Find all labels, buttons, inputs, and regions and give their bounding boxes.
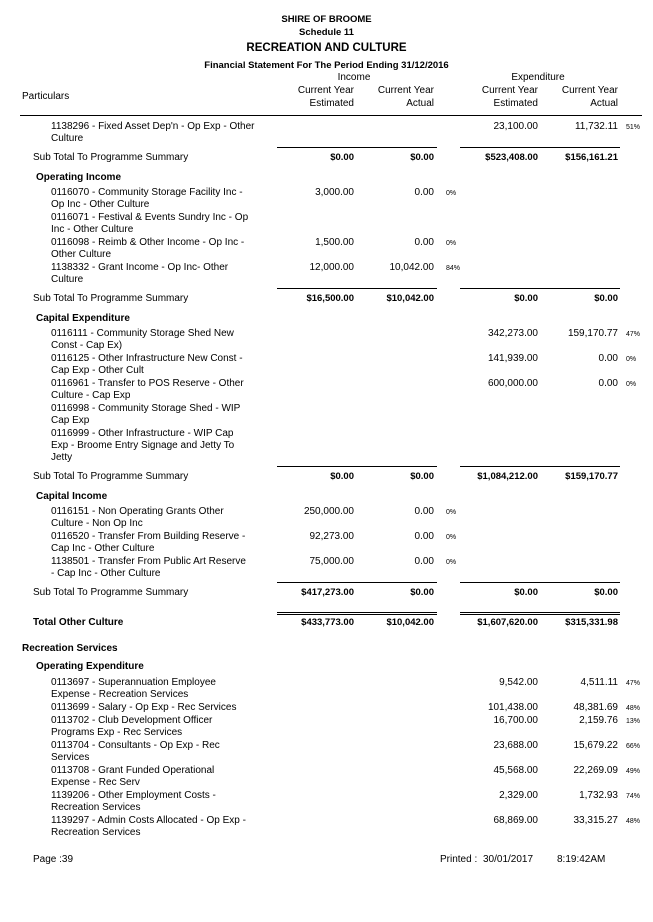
line-item-desc: 0116125 - Other Infrastructure New Const - Cap Exp - Other Cult xyxy=(51,353,243,376)
expenditure-percent: 0% xyxy=(626,356,637,363)
line-item-desc: 0113702 - Club Development Officer Programs Exp - Rec Services xyxy=(51,715,213,738)
subtotal-rule xyxy=(460,582,540,583)
expenditure-estimated: 2,329.00 xyxy=(499,790,538,801)
line-item-desc: 0116151 - Non Operating Grants Other Culture - Non Op Inc xyxy=(51,506,224,529)
line-item-desc: 0116520 - Transfer From Building Reserve - Cap Inc - Other Culture xyxy=(51,531,246,554)
col-exp-est-l2: Estimated xyxy=(493,98,538,109)
subtotal-rule xyxy=(540,612,620,613)
income-percent: 0% xyxy=(446,190,457,197)
income-actual: 0.00 xyxy=(414,531,434,542)
income-actual: 0.00 xyxy=(414,556,434,567)
subtotal-rule xyxy=(357,582,437,583)
line-item-desc: 0116098 - Reimb & Other Income - Op Inc - Other Culture xyxy=(51,237,245,260)
income-estimated: 250,000.00 xyxy=(303,506,354,517)
line-item-desc: 0113699 - Salary - Op Exp - Rec Services xyxy=(51,702,237,713)
total-rule-double xyxy=(277,614,357,615)
income-estimated: 12,000.00 xyxy=(309,262,354,273)
line-item-desc: 1139297 - Admin Costs Allocated - Op Exp - Recreation Services xyxy=(51,815,246,838)
expenditure-actual: 11,732.11 xyxy=(574,121,618,132)
subtotal-rule xyxy=(277,466,357,467)
expenditure-estimated: 342,273.00 xyxy=(487,328,538,339)
line-item-desc: 0116111 - Community Storage Shed New Const - Cap Ex) xyxy=(51,328,234,351)
expenditure-actual-total: $159,170.77 xyxy=(565,471,618,482)
header-divider xyxy=(20,115,642,116)
income-actual-total: $10,042.00 xyxy=(386,293,434,304)
expenditure-actual: 1,732.93 xyxy=(579,790,618,801)
income-estimated: 3,000.00 xyxy=(315,187,354,198)
income-percent: 0% xyxy=(446,534,457,541)
income-estimated-total: $0.00 xyxy=(330,471,354,482)
line-item-desc: 0116999 - Other Infrastructure - WIP Cap Exp - Broome Entry Signage and Jetty To Jetty xyxy=(51,428,235,463)
subtotal-rule xyxy=(357,288,437,289)
total-rule-double xyxy=(540,614,620,615)
expenditure-percent: 66% xyxy=(626,743,641,750)
income-estimated-total: $433,773.00 xyxy=(301,617,354,628)
income-percent: 0% xyxy=(446,240,457,247)
expenditure-actual: 0.00 xyxy=(598,378,618,389)
subtotal-rule xyxy=(540,582,620,583)
expenditure-estimated-total: $523,408.00 xyxy=(485,152,538,163)
expenditure-actual-total: $315,331.98 xyxy=(565,617,618,628)
income-actual-total: $0.00 xyxy=(410,471,434,482)
line-item-desc: 1138296 - Fixed Asset Dep'n - Op Exp - Other Culture xyxy=(51,121,255,144)
income-estimated: 92,273.00 xyxy=(309,531,354,542)
expenditure-percent: 47% xyxy=(626,331,641,338)
expenditure-actual: 2,159.76 xyxy=(579,715,618,726)
income-actual-total: $10,042.00 xyxy=(386,617,434,628)
income-estimated-total: $417,273.00 xyxy=(301,587,354,598)
line-item-desc: 1138332 - Grant Income - Op Inc- Other Culture xyxy=(51,262,229,285)
expenditure-estimated-total: $0.00 xyxy=(514,293,538,304)
subtotal-rule xyxy=(277,147,357,148)
income-label: Income xyxy=(337,72,371,83)
expenditure-actual: 22,269.09 xyxy=(573,765,618,776)
col-exp-est-l1: Current Year xyxy=(481,85,538,96)
subtotal-rule xyxy=(460,612,540,613)
expenditure-estimated-total: $1,607,620.00 xyxy=(477,617,538,628)
report-title: RECREATION AND CULTURE xyxy=(246,42,407,54)
income-actual: 10,042.00 xyxy=(389,262,434,273)
subtotal-label: Sub Total To Programme Summary xyxy=(33,587,189,598)
subtotal-rule xyxy=(357,612,437,613)
line-item-desc: 0113697 - Superannuation Employee Expense - Recreation Services xyxy=(51,677,216,700)
income-actual: 0.00 xyxy=(414,237,434,248)
col-inc-act-l1: Current Year xyxy=(377,85,434,96)
line-item-desc: 0113708 - Grant Funded Operational Expense - Rec Serv xyxy=(51,765,215,788)
expenditure-percent: 0% xyxy=(626,381,637,388)
expenditure-percent: 48% xyxy=(626,818,641,825)
expenditure-estimated: 68,869.00 xyxy=(493,815,538,826)
expenditure-estimated: 23,100.00 xyxy=(493,121,538,132)
total-label: Total Other Culture xyxy=(33,617,124,628)
line-item-desc: 1138501 - Transfer From Public Art Reserve - Cap Inc - Other Culture xyxy=(51,556,246,579)
expenditure-estimated: 600,000.00 xyxy=(487,378,538,389)
line-item-desc: 0116998 - Community Storage Shed - WIP Cap Exp xyxy=(51,403,241,426)
income-estimated-total: $0.00 xyxy=(330,152,354,163)
expenditure-actual: 4,511.11 xyxy=(580,677,618,688)
report-subtitle: Financial Statement For The Period Ending 31/12/2016 xyxy=(204,60,449,71)
expenditure-percent: 49% xyxy=(626,768,641,775)
subtotal-label: Sub Total To Programme Summary xyxy=(33,152,189,163)
income-actual-total: $0.00 xyxy=(410,152,434,163)
total-rule-double xyxy=(357,614,437,615)
expenditure-percent: 13% xyxy=(626,718,641,725)
subtotal-rule xyxy=(277,288,357,289)
expenditure-percent: 47% xyxy=(626,680,641,687)
category-heading: Operating Income xyxy=(36,172,122,183)
col-inc-est-l2: Estimated xyxy=(309,98,354,109)
subtotal-rule xyxy=(460,147,540,148)
expenditure-estimated-total: $1,084,212.00 xyxy=(477,471,538,482)
particulars-label: Particulars xyxy=(22,91,70,102)
printed-label: Printed : xyxy=(440,854,478,865)
subtotal-rule xyxy=(460,288,540,289)
expenditure-estimated: 141,939.00 xyxy=(487,353,538,364)
line-item-desc: 0116070 - Community Storage Facility Inc - Op Inc - Other Culture xyxy=(51,187,243,210)
expenditure-actual: 159,170.77 xyxy=(567,328,618,339)
expenditure-estimated: 16,700.00 xyxy=(493,715,538,726)
section-heading: Recreation Services xyxy=(22,643,118,654)
expenditure-estimated: 23,688.00 xyxy=(493,740,538,751)
category-heading: Operating Expenditure xyxy=(36,661,144,672)
category-heading: Capital Expenditure xyxy=(36,313,130,324)
subtotal-rule xyxy=(540,288,620,289)
printed-time: 8:19:42AM xyxy=(557,854,606,865)
subtotal-rule xyxy=(460,466,540,467)
subtotal-label: Sub Total To Programme Summary xyxy=(33,293,189,304)
schedule-label: Schedule 11 xyxy=(299,27,354,38)
col-inc-act-l2: Actual xyxy=(406,98,434,109)
expenditure-estimated-total: $0.00 xyxy=(514,587,538,598)
category-heading: Capital Income xyxy=(36,491,108,502)
expenditure-actual-total: $0.00 xyxy=(594,293,618,304)
expenditure-label: Expenditure xyxy=(511,72,565,83)
income-estimated-total: $16,500.00 xyxy=(306,293,354,304)
subtotal-rule xyxy=(540,147,620,148)
subtotal-label: Sub Total To Programme Summary xyxy=(33,471,189,482)
expenditure-percent: 48% xyxy=(626,705,641,712)
subtotal-rule xyxy=(357,147,437,148)
expenditure-actual-total: $156,161.21 xyxy=(565,152,618,163)
subtotal-rule xyxy=(357,466,437,467)
expenditure-actual-total: $0.00 xyxy=(594,587,618,598)
col-inc-est-l1: Current Year xyxy=(297,85,354,96)
income-percent: 0% xyxy=(446,559,457,566)
col-exp-act-l2: Actual xyxy=(590,98,618,109)
income-estimated: 75,000.00 xyxy=(309,556,354,567)
subtotal-rule xyxy=(277,582,357,583)
expenditure-actual: 0.00 xyxy=(598,353,618,364)
expenditure-estimated: 45,568.00 xyxy=(493,765,538,776)
expenditure-percent: 51% xyxy=(626,124,641,131)
expenditure-estimated: 9,542.00 xyxy=(499,677,538,688)
income-actual-total: $0.00 xyxy=(410,587,434,598)
line-item-desc: 0116961 - Transfer to POS Reserve - Other Culture - Cap Exp xyxy=(51,378,244,401)
total-rule-double xyxy=(460,614,540,615)
income-percent: 0% xyxy=(446,509,457,516)
income-percent: 84% xyxy=(446,265,461,272)
line-item-desc: 0116071 - Festival & Events Sundry Inc - Op Inc - Other Culture xyxy=(51,212,249,235)
page-number: Page :39 xyxy=(33,854,74,865)
expenditure-estimated: 101,438.00 xyxy=(487,702,538,713)
subtotal-rule xyxy=(540,466,620,467)
line-item-desc: 1139206 - Other Employment Costs - Recreation Services xyxy=(51,790,216,813)
org-name: SHIRE OF BROOME xyxy=(281,14,372,25)
expenditure-actual: 33,315.27 xyxy=(573,815,618,826)
expenditure-actual: 15,679.22 xyxy=(573,740,618,751)
income-actual: 0.00 xyxy=(414,187,434,198)
printed-date: 30/01/2017 xyxy=(483,854,534,865)
subtotal-rule xyxy=(277,612,357,613)
line-item-desc: 0113704 - Consultants - Op Exp - Rec Services xyxy=(51,740,220,763)
income-actual: 0.00 xyxy=(414,506,434,517)
expenditure-actual: 48,381.69 xyxy=(573,702,618,713)
income-estimated: 1,500.00 xyxy=(315,237,354,248)
expenditure-percent: 74% xyxy=(626,793,641,800)
col-exp-act-l1: Current Year xyxy=(561,85,618,96)
